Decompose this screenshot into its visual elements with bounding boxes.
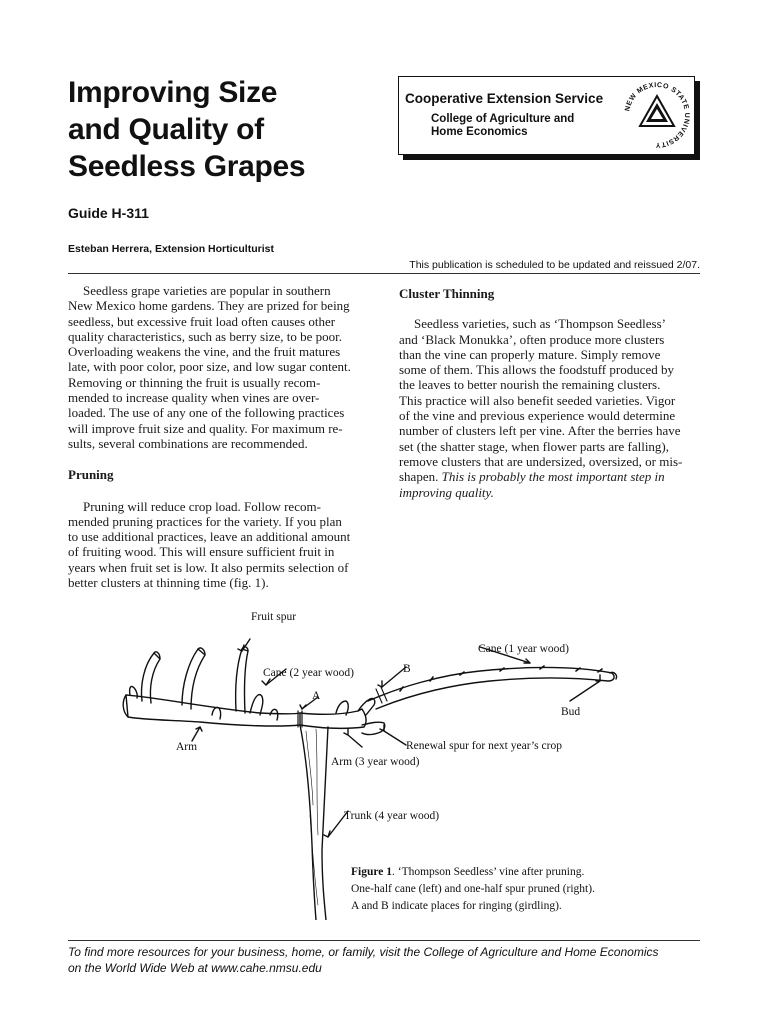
- label-arm-three-year: Arm (3 year wood): [331, 756, 420, 768]
- footer-line-1: To find more resources for your business, home, or family, visit the College of Agriculture and Home Economics: [68, 945, 659, 959]
- caption-label: Figure 1: [351, 866, 392, 878]
- cluster-thinning-paragraph: [399, 316, 699, 500]
- left-column: [68, 283, 368, 590]
- intro-paragraph: Seedless grape varieties are popular in southern New Mexico home gardens. They are prized for being seedless, but excessive fruit load often causes other quality characteristics, such as berry size, to be poor. Overloading weakens the vine, and the fruit matures late, with poor color, poor size, and low sugar content. Removing or thinning the fruit is usually recom- mended to increase quality when vines are over- loaded. The use of any one of the following practices will improve fruit size and quality. For maximum re- sults, several combinations are recommended.: [68, 283, 351, 451]
- pruning-paragraph: Pruning will reduce crop load. Follow recom- mended pruning practices for the variety. If you plan to use additional practices, leave an additional amount of fruiting wood. This will ensure sufficient fruit in years when fruit set is low. It also permits selection of better clusters at thinning time (fig. 1).: [68, 498, 351, 591]
- footer-note: [68, 944, 708, 976]
- renewal-spur: [362, 722, 385, 734]
- right-column: [399, 283, 699, 500]
- left-upright-cane-2: [182, 649, 205, 709]
- cluster-thinning-emphasis: This is probably the most important step in improving quality.: [399, 469, 665, 500]
- bottom-divider: [68, 940, 700, 941]
- label-girdle-a: A: [312, 690, 321, 702]
- right-arm: [300, 709, 366, 728]
- label-fruit-spur: Fruit spur: [251, 611, 297, 623]
- left-upright-cane-1: [142, 653, 161, 703]
- ces-subtitle: [431, 113, 631, 139]
- caption-line-1: . ‘Thompson Seedless’ vine after pruning.: [392, 866, 585, 878]
- label-renewal-spur: Renewal spur for next year’s crop: [406, 740, 562, 752]
- top-divider: [68, 273, 700, 274]
- label-girdle-b: B: [403, 663, 411, 675]
- label-bud: Bud: [561, 706, 581, 718]
- footer-line-2: on the World Wide Web at www.cahe.nmsu.edu: [68, 961, 322, 975]
- document-title: [68, 74, 378, 185]
- author-line: Esteban Herrera, Extension Horticulturist: [68, 243, 274, 255]
- nmsu-triangle-seal-icon: [621, 79, 693, 151]
- ces-subtitle-line-1: College of Agriculture and: [431, 113, 575, 125]
- label-cane-two-year: Cane (2 year wood): [263, 667, 355, 679]
- pruning-heading: Pruning: [68, 467, 114, 483]
- caption-line-2: One-half cane (left) and one-half spur pruned (right).: [351, 883, 595, 895]
- cluster-thinning-heading: Cluster Thinning: [399, 286, 495, 301]
- label-trunk: Trunk (4 year wood): [344, 810, 440, 822]
- fruit-spur: [236, 649, 248, 713]
- reissue-notice: This publication is scheduled to be updated and reissued 2/07.: [409, 259, 700, 271]
- vine-trunk: [300, 725, 328, 920]
- caption-line-3: A and B indicate places for ringing (girdling).: [351, 900, 562, 912]
- label-arm: Arm: [176, 741, 198, 753]
- cooperative-extension-box: [398, 76, 695, 155]
- title-line-3: Seedless Grapes: [68, 150, 306, 183]
- title-line-2: and Quality of: [68, 113, 264, 146]
- ces-subtitle-line-2: Home Economics: [431, 126, 528, 138]
- title-line-1: Improving Size: [68, 76, 278, 109]
- label-cane-one-year: Cane (1 year wood): [478, 643, 570, 655]
- figure-caption: [351, 864, 651, 915]
- cluster-thinning-text: Seedless varieties, such as ‘Thompson Seedless’ and ‘Black Monukka’, often produce more clusters than the vine can properly mature. Simply remove some of them. This allows the foodstuff produced by the leaves to better nourish the remaining clusters. This practice will also benefit seeded varieties. Vigor of the vine and previous experience would determine number of clusters left per vine. After the berries have set (the shatter stage, when flower parts are falling), remove clusters that are undersized, oversized, or mis- shapen.: [399, 316, 683, 485]
- guide-number: Guide H-311: [68, 205, 149, 221]
- ces-title: Cooperative Extension Service: [405, 91, 604, 106]
- seal-text: NEW MEXICO STATE UNIVERSITY: [624, 81, 691, 149]
